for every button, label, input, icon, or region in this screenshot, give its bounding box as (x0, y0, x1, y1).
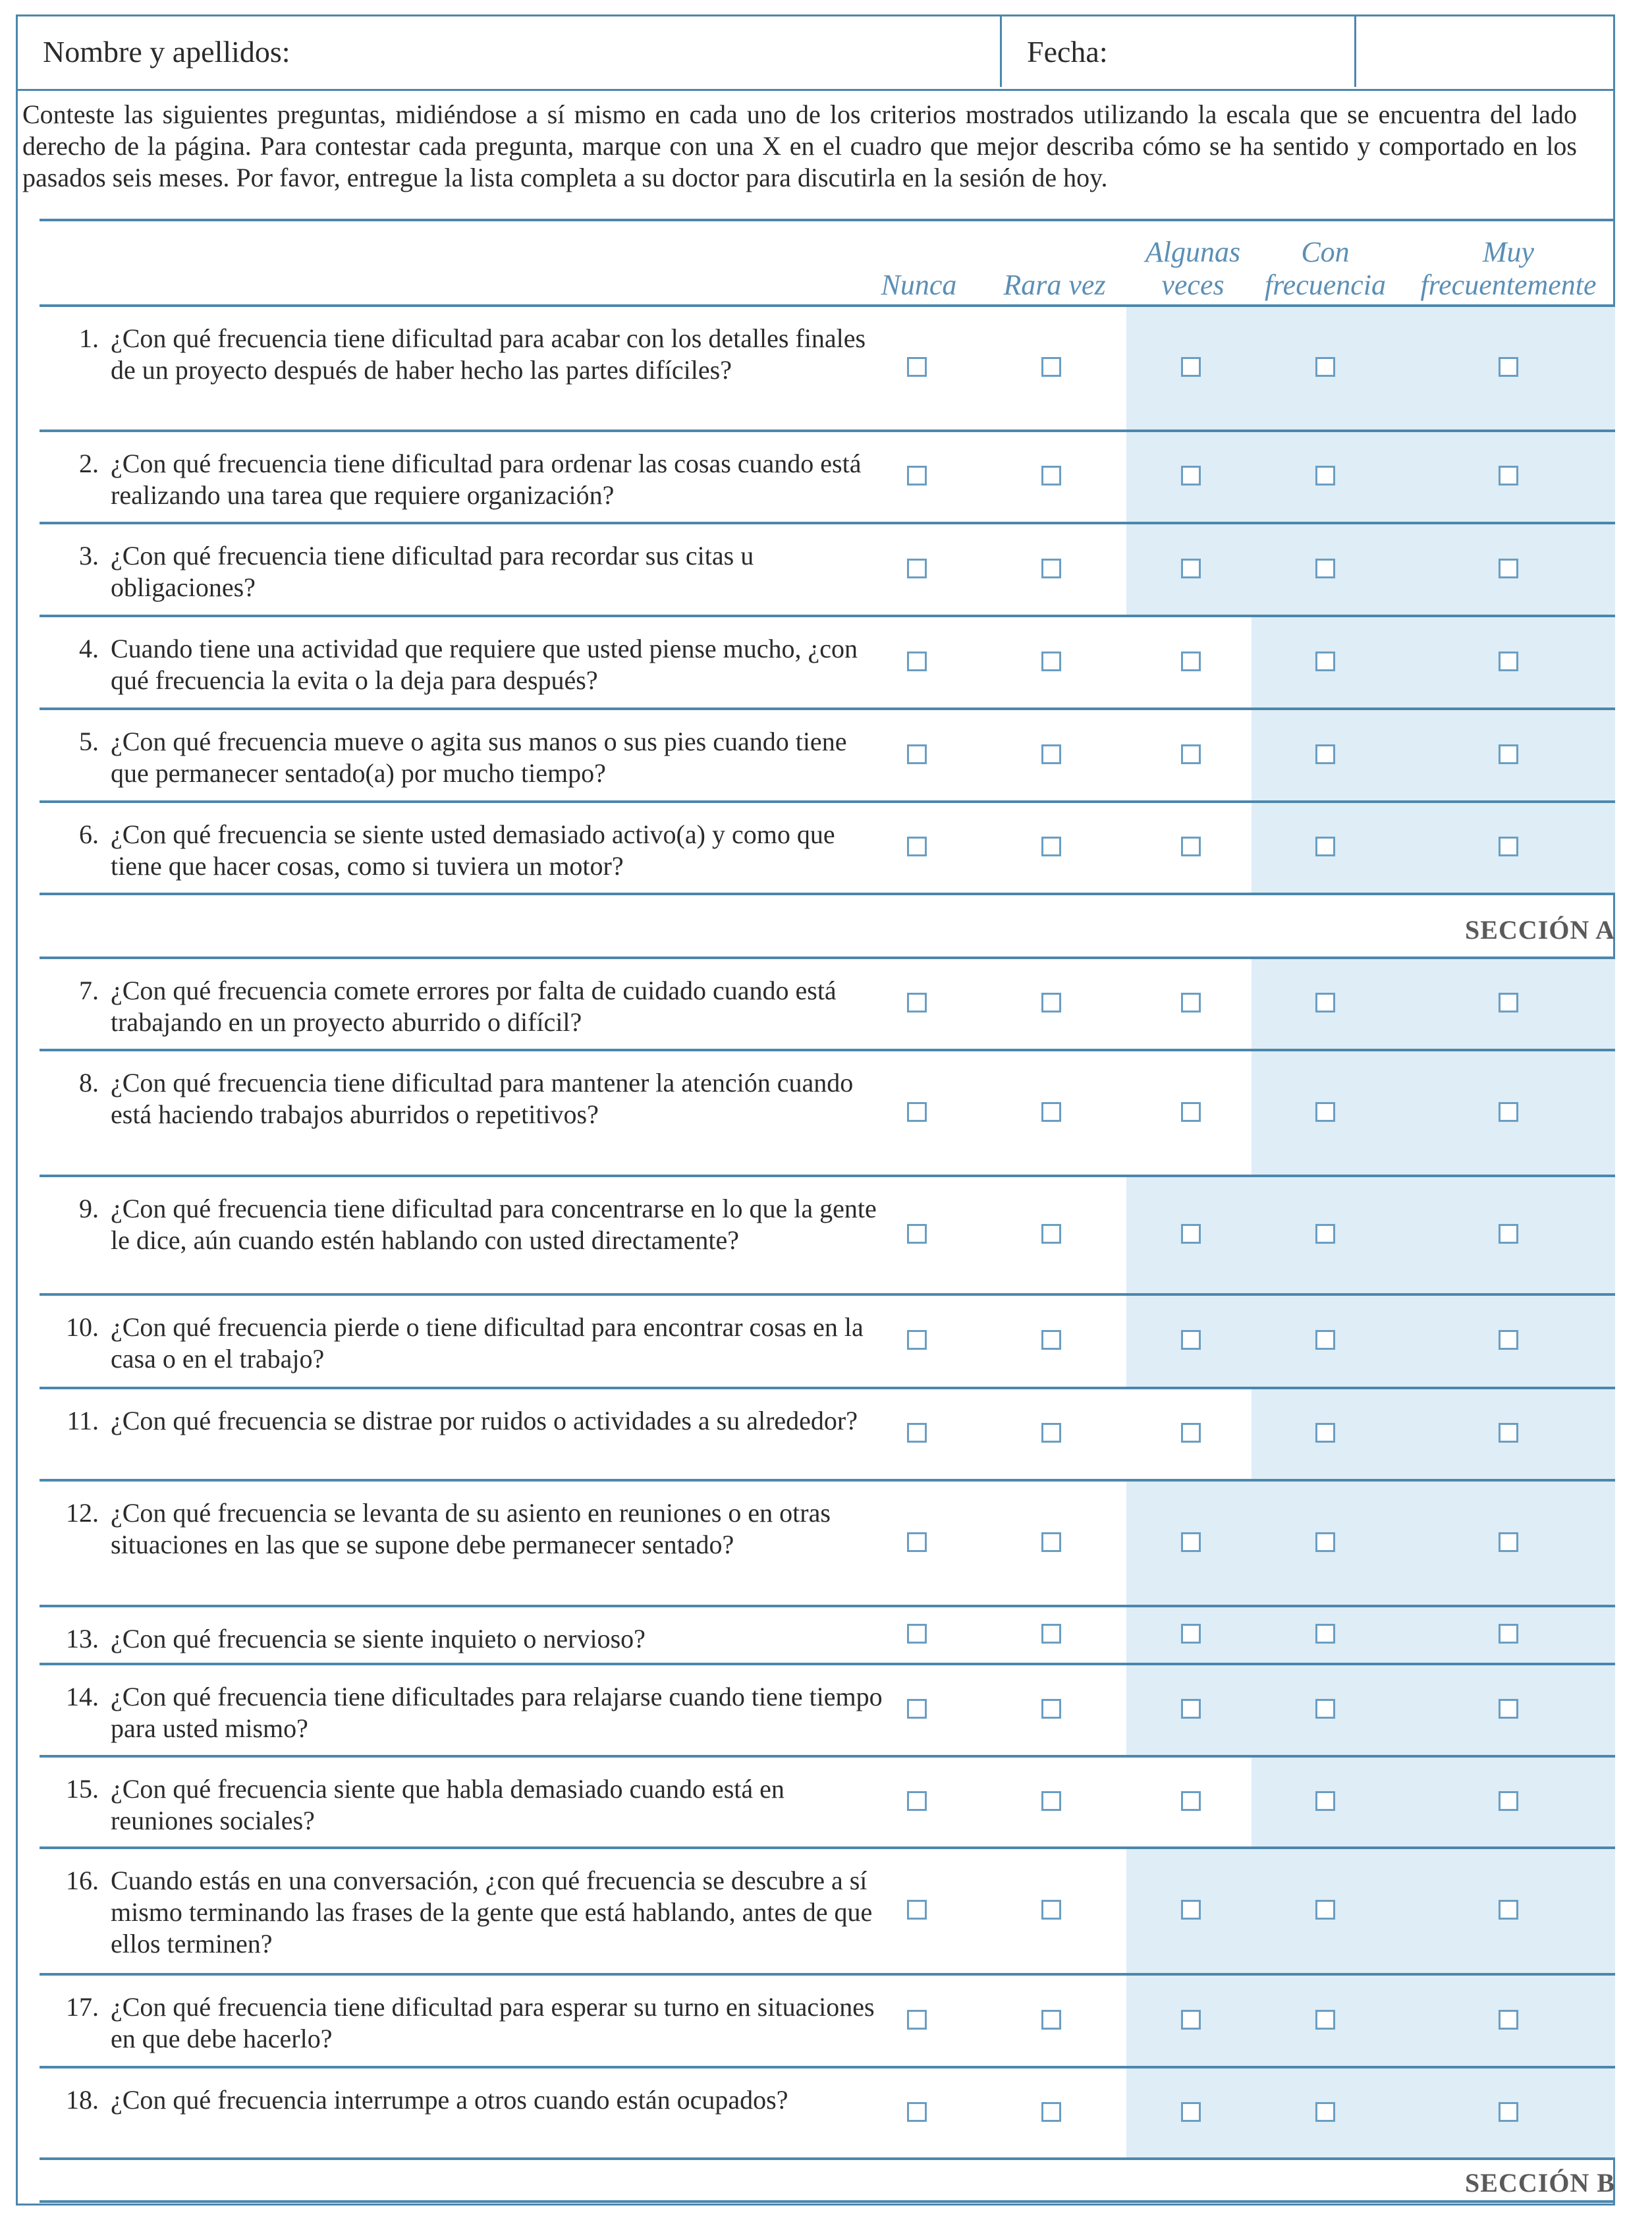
answer-checkbox[interactable] (1499, 1102, 1518, 1122)
answer-checkbox[interactable] (1315, 1699, 1335, 1719)
answer-shade (1252, 957, 1615, 1049)
answer-checkbox[interactable] (1315, 1900, 1335, 1920)
answer-checkbox[interactable] (1041, 652, 1061, 671)
question-text: ¿Con qué frecuencia tiene dificultades para relajarse cuando tiene tiempo para usted mismo? (111, 1682, 883, 1743)
question-text: ¿Con qué frecuencia siente que habla demasiado cuando está en reuniones sociales? (111, 1774, 785, 1835)
answer-checkbox[interactable] (1315, 1532, 1335, 1552)
row-divider (40, 2066, 1615, 2068)
section-b-label: SECCIÓN B (1465, 2168, 1615, 2198)
answer-checkbox[interactable] (1041, 1900, 1061, 1920)
row-divider (40, 1479, 1615, 1482)
answer-checkbox[interactable] (907, 559, 927, 578)
answer-checkbox[interactable] (1181, 652, 1201, 671)
question-text: ¿Con qué frecuencia tiene dificultad para recordar sus citas u obligaciones? (111, 541, 754, 602)
question-text: ¿Con qué frecuencia se siente inquieto o nervioso? (111, 1624, 646, 1653)
answer-checkbox[interactable] (1499, 744, 1518, 764)
question-row (40, 633, 896, 700)
rule-section-b (40, 2200, 1615, 2203)
answer-checkbox[interactable] (907, 837, 927, 856)
answer-checkbox[interactable] (1041, 2010, 1061, 2030)
question-text: ¿Con qué frecuencia se siente usted demasiado activo(a) y como que tiene que hacer cosas, como si tuviera un motor? (111, 819, 835, 881)
answer-checkbox[interactable] (1499, 1791, 1518, 1811)
question-text: Cuando estás en una conversación, ¿con qué frecuencia se descubre a sí mismo terminando las frases de la gente que está hablando, antes de que ellos terminen? (111, 1866, 873, 1958)
answer-checkbox[interactable] (1499, 837, 1518, 856)
answer-checkbox[interactable] (907, 357, 927, 377)
answer-shade (1252, 615, 1615, 708)
answer-checkbox[interactable] (907, 1423, 927, 1443)
question-row (40, 2084, 896, 2150)
answer-shade (1252, 708, 1615, 800)
question-number: 7. (79, 976, 99, 1005)
answer-checkbox[interactable] (1499, 1224, 1518, 1244)
question-number: 17. (66, 1992, 99, 2022)
question-text: ¿Con qué frecuencia comete errores por falta de cuidado cuando está trabajando en un proyecto aburrido o difícil? (111, 976, 837, 1037)
question-number: 5. (79, 727, 99, 756)
answer-checkbox[interactable] (1499, 993, 1518, 1013)
answer-checkbox[interactable] (1041, 1699, 1061, 1719)
question-row (40, 819, 896, 885)
answer-checkbox[interactable] (1041, 837, 1061, 856)
date-label: Fecha: (1027, 35, 1108, 69)
answer-checkbox[interactable] (1181, 1624, 1201, 1644)
answer-checkbox[interactable] (1181, 837, 1201, 856)
answer-checkbox[interactable] (1315, 744, 1335, 764)
question-text: ¿Con qué frecuencia se levanta de su asiento en reuniones o en otras situaciones en las que se supone debe permanecer sentado? (111, 1498, 831, 1559)
answer-checkbox[interactable] (1499, 357, 1518, 377)
row-divider (40, 1973, 1615, 1976)
answer-checkbox[interactable] (1499, 652, 1518, 671)
answer-checkbox[interactable] (1499, 466, 1518, 486)
question-text: ¿Con qué frecuencia pierde o tiene dificultad para encontrar cosas en la casa o en el trabajo? (111, 1312, 864, 1374)
answer-checkbox[interactable] (1181, 1224, 1201, 1244)
question-text: ¿Con qué frecuencia se distrae por ruidos o actividades a su alrededor? (111, 1406, 858, 1435)
question-text: ¿Con qué frecuencia tiene dificultad para concentrarse en lo que la gente le dice, aún cuando estén hablando con usted directamente? (111, 1194, 877, 1255)
answer-checkbox[interactable] (1041, 1624, 1061, 1644)
column-header-1: Nunca (881, 269, 957, 301)
answer-checkbox[interactable] (1315, 1624, 1335, 1644)
name-field[interactable] (18, 16, 1002, 87)
answer-checkbox[interactable] (1315, 2102, 1335, 2122)
question-number: 13. (66, 1624, 99, 1653)
answer-checkbox[interactable] (1499, 1532, 1518, 1552)
question-number: 12. (66, 1498, 99, 1528)
answer-shade (1252, 1387, 1615, 1479)
answer-checkbox[interactable] (1315, 1102, 1335, 1122)
column-header-5: Muy frecuentemente (1420, 236, 1597, 301)
answer-checkbox[interactable] (1315, 357, 1335, 377)
answer-checkbox[interactable] (1315, 837, 1335, 856)
answer-checkbox[interactable] (1181, 1102, 1201, 1122)
rule-under-instructions (40, 219, 1615, 221)
question-text: ¿Con qué frecuencia tiene dificultad para mantener la atención cuando está haciendo trabajos aburridos o repetitivos? (111, 1068, 854, 1129)
answer-shade (1252, 800, 1615, 893)
question-text: ¿Con qué frecuencia tiene dificultad para acabar con los detalles finales de un proyecto después de haber hecho las partes difíciles? (111, 323, 866, 385)
answer-checkbox[interactable] (1181, 2010, 1201, 2030)
question-text: ¿Con qué frecuencia tiene dificultad para esperar su turno en situaciones en que debe hacerlo? (111, 1992, 875, 2053)
column-header-3: Algunas veces (1145, 236, 1241, 301)
row-divider (40, 1049, 1615, 1051)
question-number: 11. (67, 1406, 99, 1435)
question-number: 16. (66, 1866, 99, 1895)
answer-checkbox[interactable] (1041, 1102, 1061, 1122)
answer-checkbox[interactable] (907, 2010, 927, 2030)
answer-checkbox[interactable] (1499, 1330, 1518, 1350)
instructions: Conteste las siguientes preguntas, midiéndose a sí mismo en cada uno de los criterios mostrados utilizando la escala que se encuentra del lado derecho de la página. Para contestar cada pregunta, marque con una X en el cuadro que mejor describa cómo se ha sentido y comportado en los pasados seis meses. Por favor, entregue la lista completa a su doctor para discutirla en la sesión de hoy. (22, 99, 1577, 192)
answer-checkbox[interactable] (1041, 1224, 1061, 1244)
answer-checkbox[interactable] (1181, 1900, 1201, 1920)
answer-checkbox[interactable] (1499, 1624, 1518, 1644)
question-row (40, 540, 896, 607)
answer-checkbox[interactable] (1041, 357, 1061, 377)
question-row (40, 1991, 896, 2058)
answer-checkbox[interactable] (907, 1900, 927, 1920)
question-row (40, 975, 896, 1041)
answer-checkbox[interactable] (1315, 2010, 1335, 2030)
question-number: 10. (66, 1312, 99, 1342)
answer-shade (1252, 1755, 1615, 1846)
row-divider (40, 1293, 1615, 1296)
question-number: 3. (79, 541, 99, 570)
answer-checkbox[interactable] (1499, 2010, 1518, 2030)
answer-checkbox[interactable] (907, 1532, 927, 1552)
answer-checkbox[interactable] (1041, 1330, 1061, 1350)
answer-checkbox[interactable] (907, 993, 927, 1013)
row-divider (40, 893, 1615, 895)
question-row (40, 448, 896, 514)
question-number: 18. (66, 2085, 99, 2115)
answer-checkbox[interactable] (1181, 1699, 1201, 1719)
question-row (40, 1865, 896, 1965)
answer-checkbox[interactable] (1499, 1900, 1518, 1920)
row-divider (40, 1175, 1615, 1177)
answer-checkbox[interactable] (1315, 466, 1335, 486)
answer-checkbox[interactable] (1181, 559, 1201, 578)
answer-checkbox[interactable] (907, 1624, 927, 1644)
question-row (40, 1623, 896, 1655)
answer-shade (1252, 1049, 1615, 1175)
answer-checkbox[interactable] (1181, 744, 1201, 764)
row-divider (40, 1387, 1615, 1389)
question-row (40, 1067, 896, 1167)
answer-checkbox[interactable] (907, 466, 927, 486)
section-a-label: SECCIÓN A (1465, 915, 1615, 945)
column-header-4: Con frecuencia (1264, 236, 1387, 301)
answer-checkbox[interactable] (1315, 652, 1335, 671)
question-row (40, 1773, 896, 1839)
question-row (40, 323, 896, 422)
question-text: ¿Con qué frecuencia interrumpe a otros cuando están ocupados? (111, 2085, 788, 2115)
question-number: 15. (66, 1774, 99, 1804)
answer-checkbox[interactable] (1181, 1330, 1201, 1350)
header-row (18, 16, 1613, 91)
question-number: 14. (66, 1682, 99, 1711)
row-divider (40, 1605, 1615, 1607)
answer-checkbox[interactable] (1041, 466, 1061, 486)
answer-checkbox[interactable] (1041, 744, 1061, 764)
question-row (40, 1681, 896, 1747)
answer-checkbox[interactable] (907, 652, 927, 671)
row-divider (40, 800, 1615, 803)
answer-checkbox[interactable] (907, 1791, 927, 1811)
answer-checkbox[interactable] (1041, 993, 1061, 1013)
answer-checkbox[interactable] (907, 1102, 927, 1122)
answer-checkbox[interactable] (1041, 2102, 1061, 2122)
answer-checkbox[interactable] (1181, 1532, 1201, 1552)
answer-checkbox[interactable] (1041, 1791, 1061, 1811)
answer-checkbox[interactable] (1181, 466, 1201, 486)
question-number: 4. (79, 634, 99, 663)
answer-checkbox[interactable] (1499, 559, 1518, 578)
answer-checkbox[interactable] (1041, 1532, 1061, 1552)
row-divider (40, 1663, 1615, 1665)
row-divider (40, 522, 1615, 524)
answer-checkbox[interactable] (1041, 1423, 1061, 1443)
answer-checkbox[interactable] (907, 1224, 927, 1244)
question-text: Cuando tiene una actividad que requiere que usted piense mucho, ¿con qué frecuencia la evita o la deja para después? (111, 634, 858, 695)
question-row (40, 1312, 896, 1379)
extra-field[interactable] (1356, 16, 1613, 87)
answer-checkbox[interactable] (1181, 357, 1201, 377)
question-number: 9. (79, 1194, 99, 1223)
answer-checkbox[interactable] (1315, 993, 1335, 1013)
answer-checkbox[interactable] (907, 2102, 927, 2122)
row-divider (40, 615, 1615, 617)
answer-checkbox[interactable] (1181, 993, 1201, 1013)
question-text: ¿Con qué frecuencia tiene dificultad para ordenar las cosas cuando está realizando una tarea que requiere organización? (111, 449, 862, 510)
question-number: 2. (79, 449, 99, 478)
name-label: Nombre y apellidos: (43, 35, 290, 69)
rule-section-a (40, 957, 1615, 959)
answer-checkbox[interactable] (907, 744, 927, 764)
date-field[interactable] (1002, 16, 1356, 87)
answer-checkbox[interactable] (1499, 2102, 1518, 2122)
row-divider (40, 2157, 1615, 2160)
answer-checkbox[interactable] (1315, 559, 1335, 578)
answer-checkbox[interactable] (1499, 1699, 1518, 1719)
question-number: 6. (79, 819, 99, 849)
question-row (40, 1497, 896, 1597)
row-divider (40, 430, 1615, 432)
answer-checkbox[interactable] (907, 1330, 927, 1350)
answer-checkbox[interactable] (907, 1699, 927, 1719)
row-divider (40, 708, 1615, 710)
row-divider (40, 1846, 1615, 1849)
column-header-2: Rara vez (1003, 269, 1106, 301)
answer-checkbox[interactable] (1315, 1791, 1335, 1811)
answer-checkbox[interactable] (1315, 1330, 1335, 1350)
answer-checkbox[interactable] (1499, 1423, 1518, 1443)
row-divider (40, 1755, 1615, 1758)
answer-checkbox[interactable] (1181, 2102, 1201, 2122)
answer-checkbox[interactable] (1315, 1423, 1335, 1443)
question-row (40, 1405, 896, 1471)
answer-checkbox[interactable] (1041, 559, 1061, 578)
answer-checkbox[interactable] (1315, 1224, 1335, 1244)
question-number: 1. (79, 323, 99, 353)
question-number: 8. (79, 1068, 99, 1097)
question-row (40, 726, 896, 792)
question-row (40, 1193, 896, 1285)
question-text: ¿Con qué frecuencia mueve o agita sus manos o sus pies cuando tiene que permanecer sentado(a) por mucho tiempo? (111, 727, 847, 788)
answer-checkbox[interactable] (1181, 1423, 1201, 1443)
answer-checkbox[interactable] (1181, 1791, 1201, 1811)
rule-under-column-headers (40, 304, 1615, 307)
